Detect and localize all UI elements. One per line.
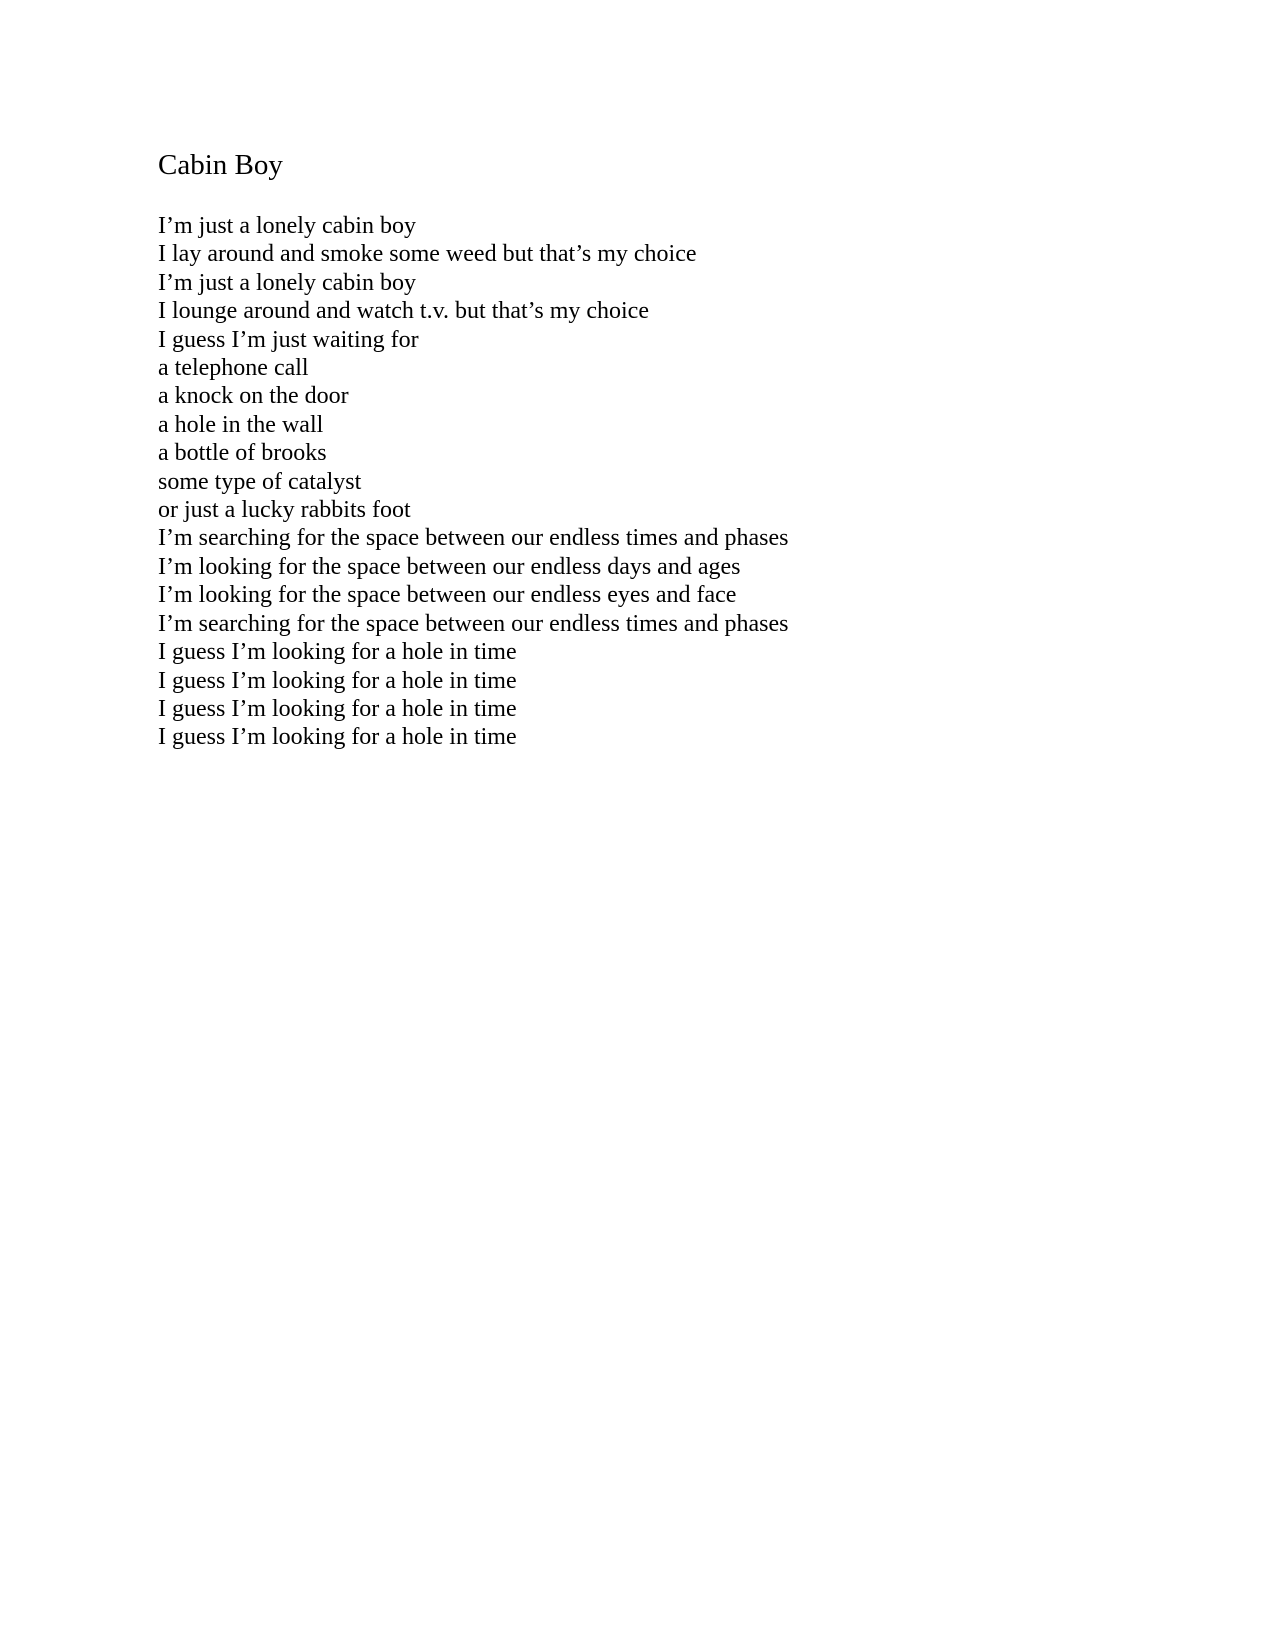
poem-title: Cabin Boy [158, 149, 283, 181]
poem-line: I guess I’m looking for a hole in time [158, 667, 517, 694]
poem-line: I guess I’m looking for a hole in time [158, 695, 517, 722]
poem-line: I’m searching for the space between our endless times and phases [158, 610, 789, 637]
poem-line: a telephone call [158, 355, 309, 382]
poem-line: I lay around and smoke some weed but that’s my choice [158, 241, 697, 268]
poem-line: I guess I’m just waiting for [158, 326, 419, 353]
poem-body [158, 212, 788, 752]
poem-line: I guess I’m looking for a hole in time [158, 724, 517, 751]
poem-line: or just a lucky rabbits foot [158, 497, 411, 524]
poem-line: some type of catalyst [158, 468, 362, 495]
poem-line: a bottle of brooks [158, 440, 327, 467]
poem-line: I’m just a lonely cabin boy [158, 213, 416, 239]
poem-line: I’m searching for the space between our endless times and phases [158, 525, 789, 552]
poem-line: I’m looking for the space between our endless days and ages [158, 553, 741, 580]
poem-line: I guess I’m looking for a hole in time [158, 639, 517, 666]
poem-line: I lounge around and watch t.v. but that’s my choice [158, 298, 649, 325]
poem-line: a knock on the door [158, 383, 349, 410]
poem-line: I’m just a lonely cabin boy [158, 269, 416, 296]
poem-line: I’m looking for the space between our endless eyes and face [158, 582, 737, 609]
poem-line: a hole in the wall [158, 411, 324, 438]
